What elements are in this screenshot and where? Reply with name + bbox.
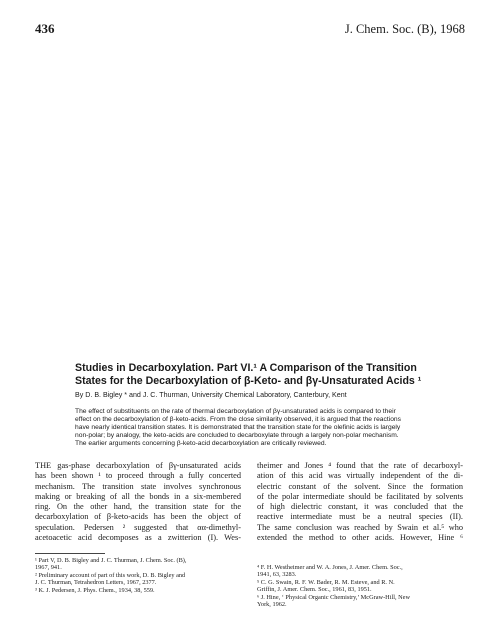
title-line: Studies in Decarboxylation. Part VI.¹ A Comparison of the Transition	[75, 362, 417, 374]
body-line: electric constant of the solvent. Since the formation	[257, 481, 463, 491]
footnote-line: ² Preliminary account of part of this work, D. B. Bigley and	[35, 571, 186, 579]
footnote-line: ³ K. J. Pedersen, J. Phys. Chem., 1934, 38, 559.	[35, 586, 155, 594]
abstract-line: The earlier arguments concerning β-keto-acid decarboxylation are critically reviewed.	[75, 440, 327, 448]
body-line: The same conclusion was reached by Swain et al.⁵ who	[257, 522, 463, 532]
footnotes-left	[35, 557, 245, 594]
body-line: making or breaking of all the bonds in a six-membered	[35, 491, 241, 501]
abstract-line: effect on the decarboxylation of β-keto-acids. From the close similarity observed, it is argued that the reactions	[75, 416, 401, 424]
body-line: of high dielectric constant, it was concluded that the	[257, 502, 463, 511]
footnote-line: Griffin, J. Amer. Chem. Soc., 1961, 83, 1951.	[257, 586, 372, 594]
footnote-line: ⁶ J. Hine, ‘ Physical Organic Chemistry,’ McGraw-Hill, New	[257, 593, 410, 601]
abstract-line: non-polar; by analogy, the keto-acids are concluded to decarboxylate through a largely non-polar mechanism.	[75, 432, 399, 440]
body-line: theimer and Jones ⁴ found that the rate of decarboxyl-	[257, 461, 463, 470]
body-line: THE gas-phase decarboxylation of βγ-unsaturated acids	[35, 461, 241, 470]
body-column-right	[257, 461, 463, 543]
body-line: reactive intermediate must be a neutral species (II).	[257, 512, 463, 522]
body-line: has been shown ¹ to proceed through a fully concerted	[35, 471, 241, 481]
body-line: acetoacetic acid decomposes as a zwitterion (I). Wes-	[35, 532, 241, 542]
journal-header: J. Chem. Soc. (B), 1968	[344, 22, 465, 36]
title-line: States for the Decarboxylation of β-Keto- and βγ-Unsaturated Acids ¹	[75, 375, 422, 387]
abstract-line: have nearly identical transition states. It is demonstrated that the transition state for the olefinic acids is largely	[75, 424, 401, 432]
body-line: of the polar intermediate should be facilitated by solvents	[257, 491, 463, 501]
body-line: speculation. Pedersen ² suggested that αα-dimethyl-	[35, 522, 241, 532]
footnote-line: York, 1962.	[257, 601, 287, 609]
footnote-line: ¹ Part V, D. B. Bigley and J. C. Thurman, J. Chem. Soc. (B),	[35, 557, 187, 564]
footnote-line: 1967, 941.	[35, 564, 62, 572]
footnote-line: ⁵ C. G. Swain, R. F. W. Bader, R. M. Esteve, and R. N.	[257, 578, 395, 586]
body-line: extended the method to other acids. However, Hine ⁶	[257, 532, 463, 542]
footnotes-right	[257, 564, 467, 608]
page-number: 436	[35, 21, 55, 36]
body-line: mechanism. The transition state involves synchronous	[35, 481, 241, 491]
footnote-rule	[35, 553, 105, 554]
footnote-line: ⁴ F. H. Westheimer and W. A. Jones, J. Amer. Chem. Soc.,	[257, 564, 403, 571]
article-title	[75, 362, 475, 388]
footnote-line: J. C. Thurman, Tetrahedron Letters, 1967, 2377.	[35, 579, 157, 587]
body-column-left	[35, 461, 241, 543]
body-line: ation of this acid was virtually independent of the di-	[257, 471, 463, 481]
authors-line: By D. B. Bigley * and J. C. Thurman, University Chemical Laboratory, Canterbury, Kent	[75, 391, 347, 399]
footnote-line: 1941, 63, 3283.	[257, 571, 297, 579]
abstract	[75, 408, 475, 448]
abstract-line: The effect of substituents on the rate of thermal decarboxylation of βγ-unsaturated acids is compared to their	[75, 408, 396, 415]
body-line: ring. On the other hand, the transition state for the	[35, 502, 241, 511]
body-line: decarboxylation of β-keto-acids has been the object of	[35, 512, 241, 522]
